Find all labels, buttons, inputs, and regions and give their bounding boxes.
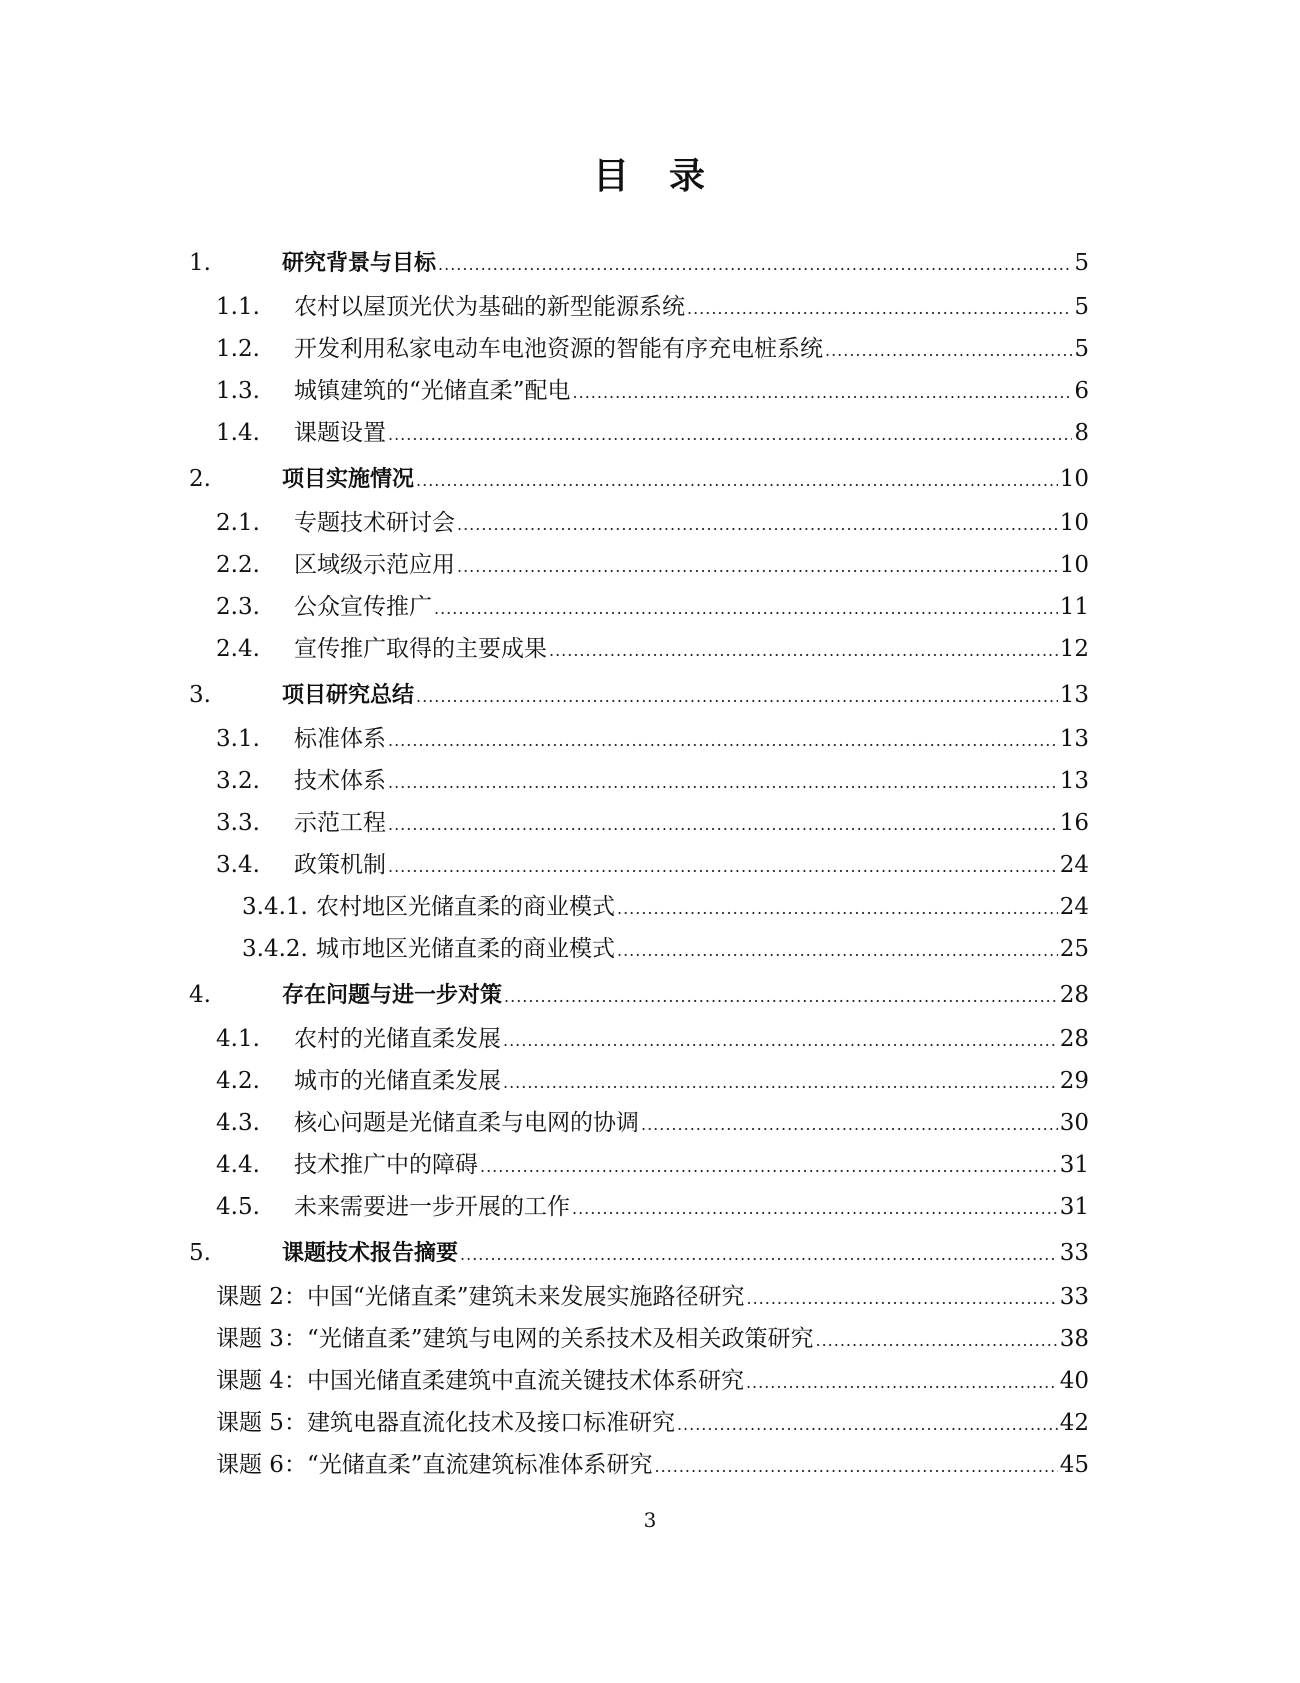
toc-entry-page: 45 <box>1059 1452 1089 1478</box>
toc-entry[interactable] <box>189 1018 1089 1060</box>
toc-dot-leader <box>457 546 1058 588</box>
toc-entry-page: 5 <box>1074 336 1089 362</box>
toc-entry-label: 城市地区光储直柔的商业模式 <box>316 936 615 962</box>
toc-entry-label: 中国“光储直柔”建筑未来发展实施路径研究 <box>306 1284 745 1310</box>
toc-entry-number: 1. <box>189 250 211 276</box>
toc-entry-page: 10 <box>1059 466 1089 492</box>
toc-entry-label: 公众宣传推广 <box>294 594 432 620</box>
toc-entry[interactable] <box>189 370 1089 412</box>
toc-dot-leader <box>641 1104 1058 1146</box>
toc-entry[interactable] <box>189 1276 1089 1318</box>
toc-dot-leader <box>815 1320 1057 1362</box>
toc-entry-label: “光储直柔”直流建筑标准体系研究 <box>306 1452 653 1478</box>
toc-entry-label: 中国光储直柔建筑中直流关键技术体系研究 <box>306 1368 744 1394</box>
toc-entry-label: 技术推广中的障碍 <box>294 1152 478 1178</box>
toc-dot-leader <box>388 720 1058 762</box>
toc-entry-page: 25 <box>1059 936 1089 962</box>
toc-entry-page: 13 <box>1059 768 1089 794</box>
toc-entry-number: 5. <box>189 1240 211 1266</box>
toc-entry-number: 2.1. <box>216 510 260 536</box>
toc-dot-leader <box>617 930 1058 972</box>
toc-entry-page: 31 <box>1059 1152 1089 1178</box>
toc-entry-page: 28 <box>1059 982 1089 1008</box>
toc-entry-number: 3.4. <box>216 852 260 878</box>
toc-entry-label: 核心问题是光储直柔与电网的协调 <box>294 1110 639 1136</box>
toc-entry-page: 38 <box>1059 1326 1089 1352</box>
toc-entry-page: 5 <box>1074 250 1089 276</box>
toc-entry-label: 标准体系 <box>294 726 386 752</box>
toc-entry-number: 4.5. <box>216 1194 260 1220</box>
page-title: 目 录 <box>592 156 707 197</box>
toc-entry-page: 29 <box>1059 1068 1089 1094</box>
toc-dot-leader <box>746 1362 1058 1404</box>
toc-entry[interactable] <box>189 1230 1089 1276</box>
toc-dot-leader <box>617 888 1058 930</box>
toc-entry-page: 30 <box>1059 1110 1089 1136</box>
toc-dot-leader <box>549 630 1058 672</box>
toc-entry[interactable] <box>189 1060 1089 1102</box>
toc-entry-page: 6 <box>1074 378 1089 404</box>
toc-entry-number: 1.3. <box>216 378 260 404</box>
toc-entry-page: 5 <box>1074 294 1089 320</box>
toc-entry-number: 3.1. <box>216 726 260 752</box>
toc-entry-number: 课题 2： <box>216 1284 307 1310</box>
toc-entry[interactable] <box>189 844 1089 886</box>
toc-dot-leader <box>388 762 1058 804</box>
toc-entry-label: 技术体系 <box>294 768 386 794</box>
toc-entry-number: 课题 4： <box>216 1368 307 1394</box>
toc-dot-leader <box>825 330 1072 372</box>
toc-entry-label: 专题技术研讨会 <box>294 510 455 536</box>
toc-dot-leader <box>388 846 1058 888</box>
toc-dot-leader <box>572 1188 1058 1230</box>
toc-entry-number: 课题 3： <box>216 1326 307 1352</box>
toc-entry-number: 1.1. <box>216 294 260 320</box>
toc-dot-leader <box>746 1278 1057 1320</box>
toc-entry[interactable] <box>189 672 1089 718</box>
toc-entry-number: 3.3. <box>216 810 260 836</box>
toc-entry[interactable] <box>189 886 1089 928</box>
toc-entry-number: 2.2. <box>216 552 260 578</box>
toc-entry[interactable] <box>189 1360 1089 1402</box>
toc-entry-label: 课题设置 <box>294 420 386 446</box>
toc-dot-leader <box>573 372 1073 414</box>
toc-entry-page: 12 <box>1059 636 1089 662</box>
toc-dot-leader <box>434 588 1058 630</box>
toc-dot-leader <box>416 458 1058 504</box>
toc-entry-number: 1.2. <box>216 336 260 362</box>
toc-entry[interactable] <box>189 1402 1089 1444</box>
toc-entry-page: 40 <box>1059 1368 1089 1394</box>
toc-entry-page: 33 <box>1059 1240 1089 1266</box>
toc-entry-page: 11 <box>1059 594 1089 620</box>
toc-entry-page: 13 <box>1059 682 1089 708</box>
toc-entry[interactable] <box>189 286 1089 328</box>
toc-entry-page: 33 <box>1059 1284 1089 1310</box>
toc-entry-page: 8 <box>1074 420 1089 446</box>
toc-entry-number: 课题 6： <box>216 1452 307 1478</box>
toc-entry-label: 项目研究总结 <box>282 683 415 708</box>
toc-entry[interactable] <box>189 1318 1089 1360</box>
toc-entry-page: 42 <box>1059 1410 1089 1436</box>
toc-entry-label: 区域级示范应用 <box>294 552 455 578</box>
toc-entry-label: 项目实施情况 <box>282 467 415 492</box>
toc-entry[interactable] <box>189 1144 1089 1186</box>
toc-entry-label: 研究背景与目标 <box>282 251 437 276</box>
toc-dot-leader <box>687 288 1072 330</box>
toc-entry-label: 未来需要进一步开展的工作 <box>294 1194 570 1220</box>
toc-dot-leader <box>388 804 1058 846</box>
toc-entry[interactable] <box>189 628 1089 670</box>
toc-entry[interactable] <box>189 1186 1089 1228</box>
toc-entry[interactable] <box>189 502 1089 544</box>
toc-entry-label: 宣传推广取得的主要成果 <box>294 636 547 662</box>
toc-entry-number: 课题 5： <box>216 1410 307 1436</box>
toc-dot-leader <box>677 1404 1058 1446</box>
toc-entry[interactable] <box>189 328 1089 370</box>
toc-dot-leader <box>504 974 1058 1020</box>
toc-entry[interactable] <box>189 240 1089 286</box>
table-of-contents <box>189 240 1089 1486</box>
toc-entry-label: 农村以屋顶光伏为基础的新型能源系统 <box>294 294 685 320</box>
toc-entry[interactable] <box>189 412 1089 454</box>
toc-dot-leader <box>438 242 1072 288</box>
toc-entry-label: 政策机制 <box>294 852 386 878</box>
toc-entry-label: “光储直柔”建筑与电网的关系技术及相关政策研究 <box>306 1326 814 1352</box>
toc-entry-label: 城镇建筑的“光储直柔”配电 <box>294 378 571 404</box>
toc-entry-number: 3.4.2. <box>242 936 308 962</box>
toc-entry-number: 4.4. <box>216 1152 260 1178</box>
toc-dot-leader <box>388 414 1072 456</box>
toc-entry-number: 1.4. <box>216 420 260 446</box>
toc-entry-label: 课题技术报告摘要 <box>282 1241 459 1266</box>
toc-entry-page: 13 <box>1059 726 1089 752</box>
toc-dot-leader <box>460 1232 1058 1278</box>
toc-entry-label: 农村的光储直柔发展 <box>294 1026 501 1052</box>
toc-dot-leader <box>503 1062 1058 1104</box>
toc-entry-number: 4.1. <box>216 1026 260 1052</box>
toc-entry-page: 24 <box>1059 894 1089 920</box>
toc-dot-leader <box>416 674 1058 720</box>
toc-entry[interactable] <box>189 1444 1089 1486</box>
toc-entry-number: 2. <box>189 466 211 492</box>
toc-entry-page: 10 <box>1059 552 1089 578</box>
toc-entry-label: 农村地区光储直柔的商业模式 <box>316 894 615 920</box>
toc-entry[interactable] <box>189 928 1089 970</box>
footer-page-number: 3 <box>643 1508 657 1532</box>
toc-entry-number: 3.2. <box>216 768 260 794</box>
toc-entry-label: 示范工程 <box>294 810 386 836</box>
toc-entry[interactable] <box>189 1102 1089 1144</box>
toc-dot-leader <box>654 1446 1057 1488</box>
toc-dot-leader <box>480 1146 1058 1188</box>
toc-entry-page: 16 <box>1059 810 1089 836</box>
toc-entry-number: 3. <box>189 682 211 708</box>
toc-entry-page: 31 <box>1059 1194 1089 1220</box>
toc-dot-leader <box>457 504 1058 546</box>
toc-entry-label: 城市的光储直柔发展 <box>294 1068 501 1094</box>
toc-dot-leader <box>503 1020 1058 1062</box>
toc-entry-number: 4. <box>189 982 211 1008</box>
toc-entry-page: 24 <box>1059 852 1089 878</box>
toc-entry-page: 10 <box>1059 510 1089 536</box>
toc-entry-page: 28 <box>1059 1026 1089 1052</box>
toc-entry-number: 4.2. <box>216 1068 260 1094</box>
toc-entry[interactable] <box>189 760 1089 802</box>
toc-entry-number: 2.3. <box>216 594 260 620</box>
toc-entry-number: 4.3. <box>216 1110 260 1136</box>
toc-entry[interactable] <box>189 586 1089 628</box>
toc-entry[interactable] <box>189 456 1089 502</box>
toc-entry[interactable] <box>189 544 1089 586</box>
toc-entry-label: 开发利用私家电动车电池资源的智能有序充电桩系统 <box>294 336 823 362</box>
toc-entry[interactable] <box>189 802 1089 844</box>
toc-entry-label: 存在问题与进一步对策 <box>282 983 503 1008</box>
toc-entry-label: 建筑电器直流化技术及接口标准研究 <box>306 1410 675 1436</box>
toc-entry-number: 2.4. <box>216 636 260 662</box>
toc-entry-number: 3.4.1. <box>242 894 308 920</box>
toc-entry[interactable] <box>189 972 1089 1018</box>
toc-entry[interactable] <box>189 718 1089 760</box>
